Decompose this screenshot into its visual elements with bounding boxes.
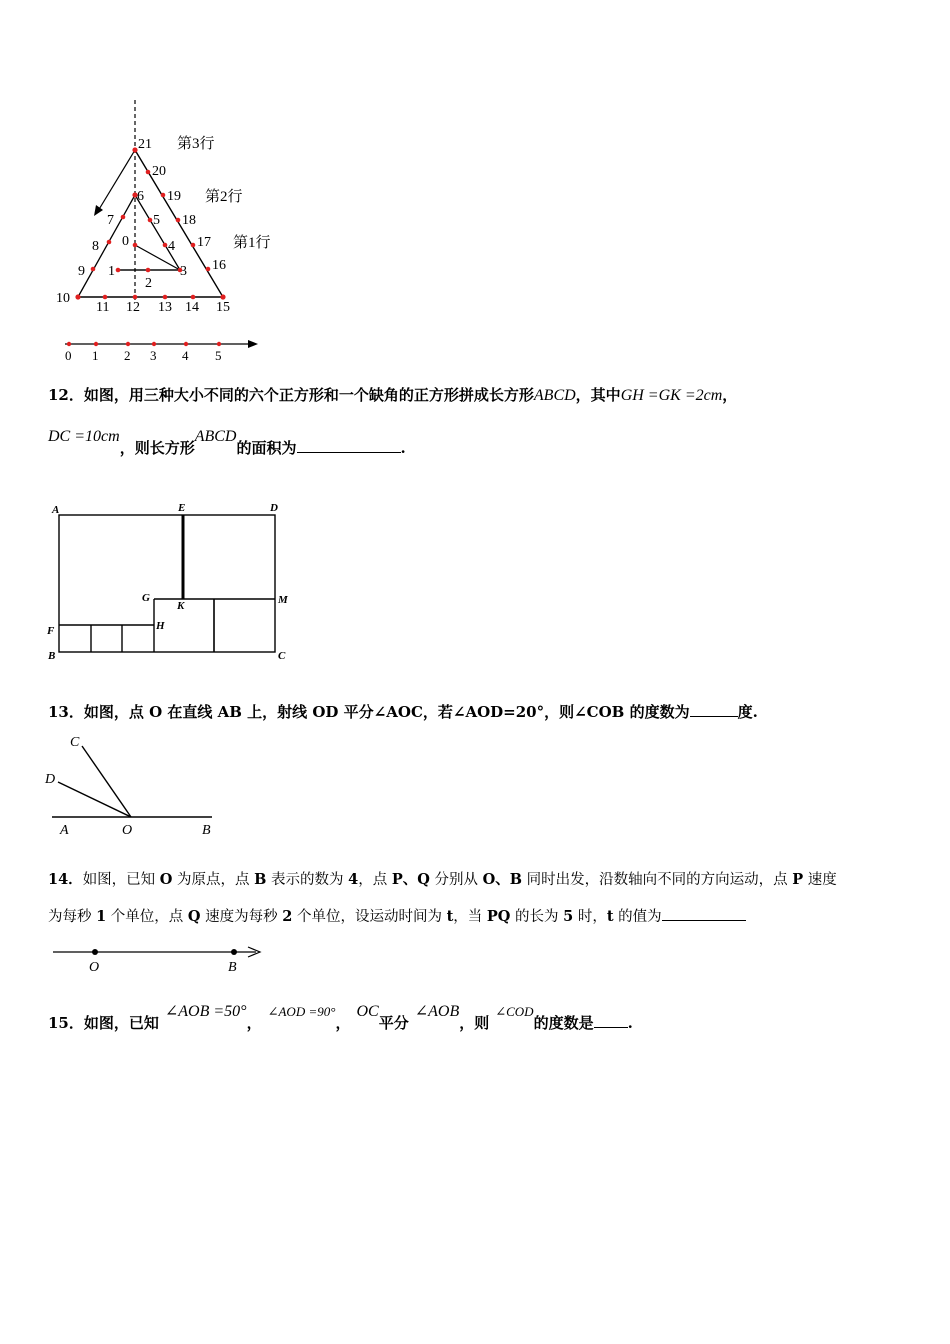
question-12-line-2 — [48, 428, 406, 459]
label-F: F — [47, 625, 55, 637]
value-5: 5 — [563, 908, 574, 925]
num-20: 20 — [152, 164, 166, 179]
num-10: 10 — [56, 291, 70, 306]
math-angle-aob: ∠AOB =50° — [164, 1003, 247, 1020]
question-text: 如图，已知 — [82, 872, 160, 888]
axis-tick-2: 2 — [124, 348, 131, 363]
num-18: 18 — [182, 213, 196, 228]
axis-tick-0: 0 — [65, 348, 72, 363]
num-2: 2 — [145, 276, 152, 291]
question-number: 12． — [48, 386, 84, 404]
label-D: D — [270, 502, 278, 514]
question-text: 速度 — [803, 872, 837, 888]
num-17: 17 — [197, 235, 211, 250]
num-3: 3 — [180, 264, 187, 279]
question-14-line-2 — [48, 906, 746, 927]
value-2: 2 — [282, 908, 293, 925]
point-q: Q — [187, 908, 201, 925]
question-text: 速度为每秒 — [200, 909, 283, 925]
question-text: 表示的数为 — [266, 872, 349, 888]
num-5: 5 — [153, 213, 160, 228]
question-text: 的长为 — [510, 909, 564, 925]
num-21: 21 — [138, 137, 152, 152]
question-text: ， — [335, 1014, 351, 1032]
segment-pq: PQ — [486, 908, 511, 925]
math-dc: DC =10cm — [48, 428, 120, 445]
num-12: 12 — [126, 300, 140, 315]
question-text: 分别从 — [429, 872, 483, 888]
value-4: 4 — [348, 871, 359, 888]
question-12-line-1 — [48, 385, 737, 406]
label-B: B — [228, 960, 237, 975]
question-text: 的值为 — [613, 909, 662, 925]
math-angle-aod: ∠AOD =90° — [267, 1004, 336, 1019]
num-14: 14 — [185, 300, 199, 315]
math-abcd: ABCD — [533, 387, 576, 404]
question-text: 度. — [737, 703, 758, 721]
num-8: 8 — [92, 239, 99, 254]
answer-blank[interactable] — [297, 438, 401, 453]
num-6: 6 — [137, 189, 144, 204]
label-A: A — [52, 504, 60, 516]
question-text: ， — [246, 1014, 262, 1032]
label-C: C — [70, 735, 80, 750]
axis-tick-3: 3 — [150, 348, 157, 363]
question-text: 为原点，点 — [172, 872, 255, 888]
var-t: t — [606, 908, 614, 925]
question-text: 的面积为 — [236, 439, 297, 457]
num-4: 4 — [168, 239, 175, 254]
label-O: O — [89, 960, 100, 975]
question-13 — [48, 702, 758, 722]
num-15: 15 — [216, 300, 230, 315]
question-text: 13．如图，点 O 在直线 AB 上，射线 OD 平分∠AOC，若∠AOD=20°，则∠COB 的度数为 — [48, 703, 690, 721]
question-number: 14． — [48, 871, 83, 888]
question-15 — [48, 1003, 633, 1034]
row-label-1: 第1行 — [233, 235, 271, 251]
points-ob: O、B — [482, 871, 522, 888]
question-text: ，点 — [358, 872, 392, 888]
num-19: 19 — [167, 189, 181, 204]
question-14-line-1 — [48, 870, 837, 890]
answer-blank[interactable] — [690, 702, 738, 717]
label-M: M — [278, 594, 288, 606]
label-K: K — [177, 600, 185, 612]
math-angle-cod: ∠COD — [495, 1004, 534, 1019]
question-text: . — [400, 439, 406, 457]
triangle-number-figure — [40, 95, 280, 365]
label-B: B — [48, 650, 56, 662]
answer-blank[interactable] — [594, 1013, 628, 1028]
num-16: 16 — [212, 258, 226, 273]
question-text: ，当 — [453, 909, 487, 925]
question-text: ，则 — [459, 1014, 490, 1032]
num-9: 9 — [78, 264, 85, 279]
row-label-3: 第3行 — [177, 136, 215, 152]
label-O: O — [122, 823, 133, 838]
question-text: 时， — [573, 909, 607, 925]
num-11: 11 — [96, 300, 110, 315]
point-o: O — [159, 871, 173, 888]
number-line-figure — [48, 940, 270, 978]
label-A: A — [60, 823, 69, 838]
question-text: 个单位，设运动时间为 — [292, 909, 447, 925]
num-7: 7 — [107, 213, 114, 228]
question-text: 平分 — [378, 1014, 409, 1032]
question-text: 如图，用三种大小不同的六个正方形和一个缺角的正方形拼成长方形 — [83, 386, 534, 404]
points-pq: P、Q — [391, 871, 430, 888]
question-text: . — [627, 1014, 633, 1032]
math-oc: OC — [356, 1003, 379, 1020]
math-gh-gk: GH =GK =2cm — [620, 387, 723, 404]
question-text: 个单位，点 — [106, 909, 188, 925]
question-text: 同时出发，沿数轴向不同的方向运动，点 — [522, 872, 793, 888]
label-C: C — [278, 650, 286, 662]
row-label-2: 第2行 — [205, 189, 243, 205]
num-13: 13 — [158, 300, 172, 315]
var-t: t — [446, 908, 454, 925]
label-H: H — [156, 620, 165, 632]
point-b: B — [254, 871, 267, 888]
axis-tick-4: 4 — [182, 348, 189, 363]
angle-figure — [40, 728, 225, 838]
axis-tick-1: 1 — [92, 348, 99, 363]
num-0: 0 — [122, 234, 129, 249]
label-G: G — [142, 592, 150, 604]
label-D: D — [45, 772, 56, 787]
question-text: 的度数是 — [533, 1014, 594, 1032]
math-abcd: ABCD — [194, 428, 237, 445]
question-text: ，其中 — [575, 386, 621, 404]
label-E: E — [178, 502, 186, 514]
point-p: P — [792, 871, 804, 888]
question-text: 为每秒 — [48, 909, 97, 925]
answer-blank[interactable] — [662, 906, 746, 921]
value-1: 1 — [96, 908, 107, 925]
num-1: 1 — [108, 264, 115, 279]
math-angle-aob: ∠AOB — [414, 1003, 460, 1020]
question-text: 15．如图，已知 — [48, 1014, 159, 1032]
rectangle-figure — [42, 495, 302, 670]
label-B: B — [202, 823, 211, 838]
question-text: ， — [722, 386, 738, 404]
question-text: ，则长方形 — [119, 439, 195, 457]
axis-tick-5: 5 — [215, 348, 222, 363]
